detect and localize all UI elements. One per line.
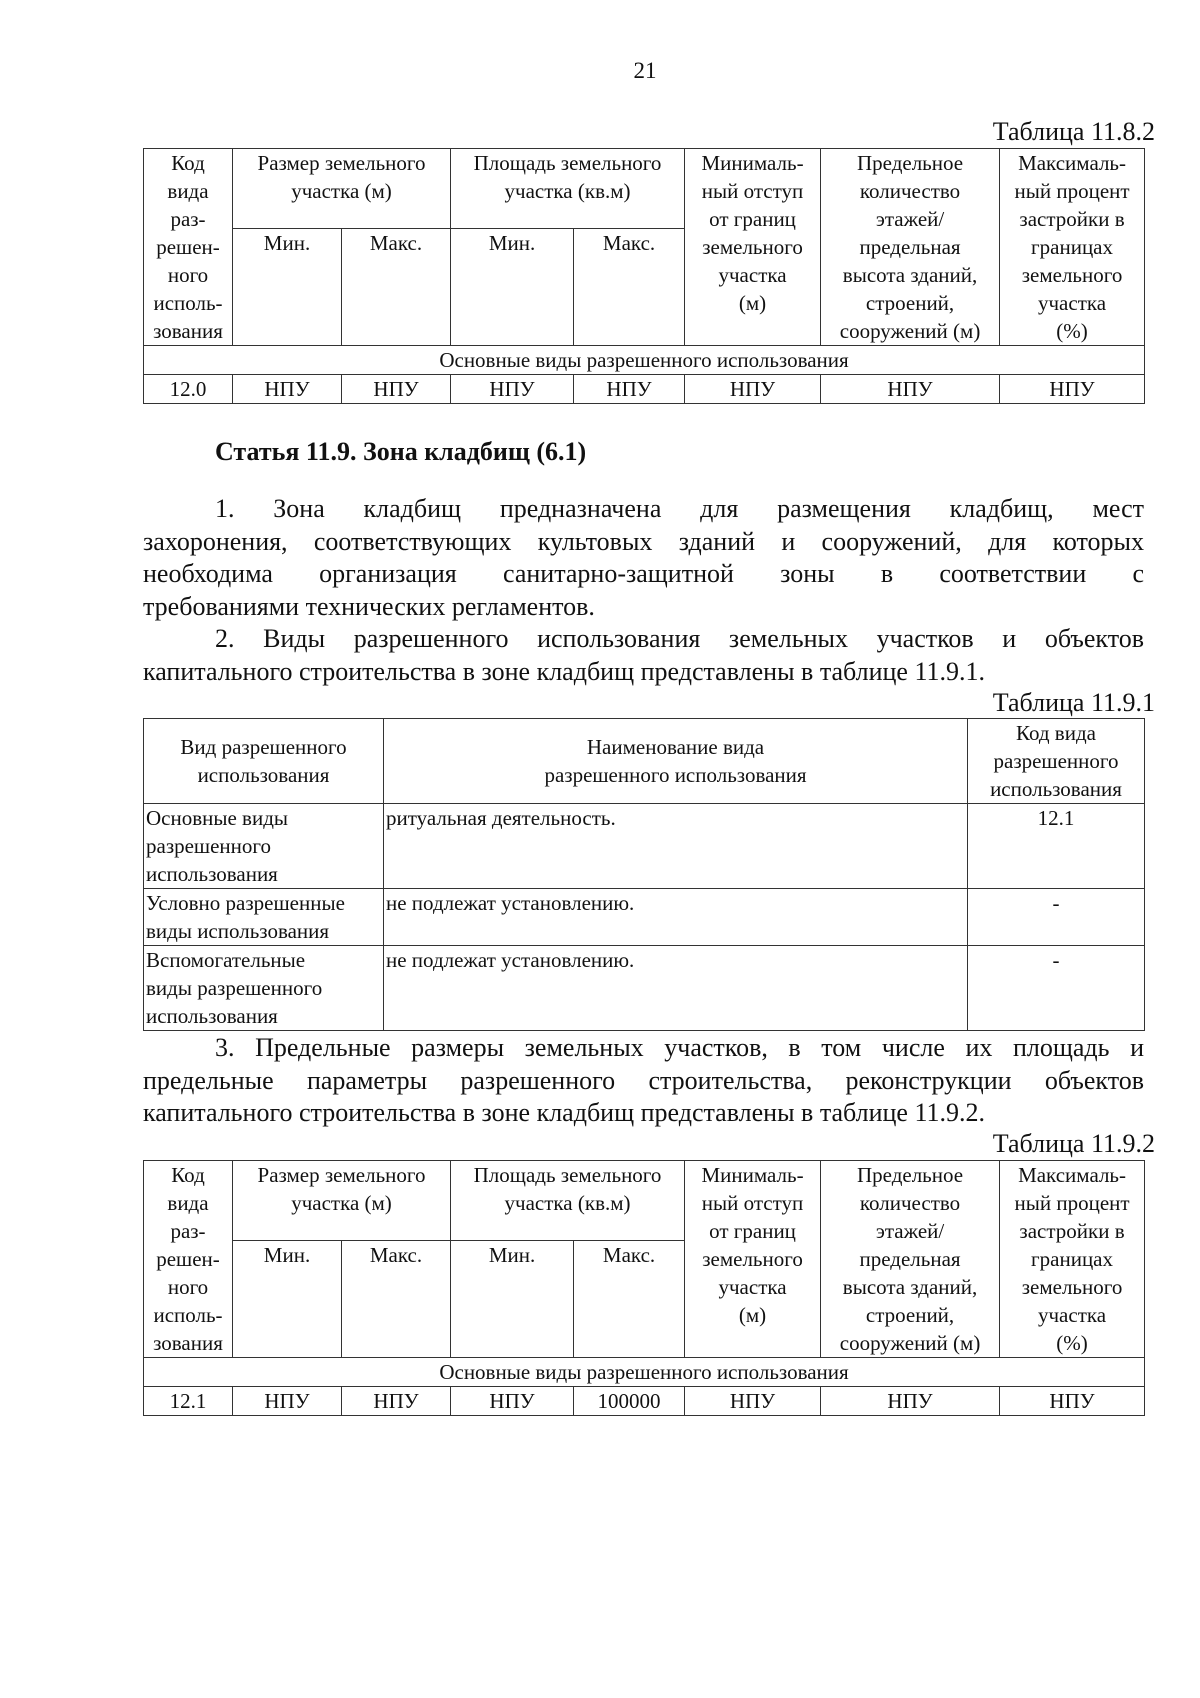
header-floors-line: количество	[859, 179, 961, 203]
cell-kind-line: виды разрешенного	[146, 976, 323, 1000]
header-name-line: разрешенного использования	[544, 763, 807, 787]
header-code-line: ного	[167, 1275, 209, 1299]
header-area-min: Мин.	[451, 1241, 574, 1358]
header-setback-line: ный отступ	[701, 179, 804, 203]
table-row	[144, 889, 1145, 946]
paragraph-3	[143, 1032, 1144, 1130]
header-setback-line: земельного	[702, 235, 803, 259]
header-name-line: Наименование вида	[586, 735, 765, 759]
header-floors-line: строений,	[865, 291, 955, 315]
cell-size-max: НПУ	[342, 1387, 451, 1416]
header-setback-line: земельного	[702, 1247, 803, 1271]
header-floors-line: строений,	[865, 1303, 955, 1327]
cell-kind-line: Основные виды	[146, 806, 289, 830]
header-floors-line: Предельное	[856, 1163, 964, 1187]
paragraph-line: капитального строительства в зоне кладбищ представлены в таблице 11.9.1.	[143, 656, 985, 686]
cell-kind-line: использования	[146, 862, 278, 886]
table-row	[144, 946, 1145, 1031]
header-code-line: решен-	[156, 1247, 220, 1271]
table-11-9-1	[143, 718, 1145, 1031]
table-11-9-2	[143, 1160, 1145, 1416]
header-coverage-line: участка	[1037, 291, 1107, 315]
header-kind-line: использования	[197, 763, 330, 787]
header-floors-line: сооружений (м)	[839, 319, 981, 343]
header-code-line: Код вида	[1016, 721, 1096, 745]
paragraph-line: предельные параметры разрешенного строительства, реконструкции объектов	[143, 1065, 1144, 1095]
cell-area-min: НПУ	[451, 375, 574, 404]
header-size-line: Размер земельного	[257, 151, 426, 175]
header-floors-line: этажей/	[875, 1219, 945, 1243]
cell-size-max: НПУ	[342, 375, 451, 404]
header-setback-line: (м)	[738, 291, 767, 315]
cell-area-max: 100000	[574, 1387, 685, 1416]
header-size-min: Мин.	[233, 1241, 342, 1358]
header-size-max: Макс.	[342, 229, 451, 346]
header-floors-line: высота зданий,	[842, 1275, 978, 1299]
cell-setback: НПУ	[685, 375, 821, 404]
table-row	[144, 1387, 1145, 1416]
header-coverage-line: земельного	[1021, 1275, 1123, 1299]
paragraph-1	[143, 493, 1144, 623]
cell-area-max: НПУ	[574, 375, 685, 404]
header-area-line: Площадь земельного	[473, 1163, 662, 1187]
cell-name: не подлежат установлению.	[384, 889, 968, 946]
header-setback-line: Минималь-	[701, 1163, 804, 1187]
page-number: 21	[633, 58, 657, 83]
paragraph-line: захоронения, соответствующих культовых зданий и сооружений, для которых	[143, 526, 1144, 556]
header-setback-line: от границ	[709, 207, 796, 231]
table-caption-11-9-1: Таблица 11.9.1	[992, 688, 1155, 717]
header-coverage-line: ный процент	[1014, 179, 1130, 203]
cell-area-min: НПУ	[451, 1387, 574, 1416]
cell-code: -	[968, 946, 1145, 1031]
header-size-line: Размер земельного	[257, 1163, 426, 1187]
cell-kind-line: разрешенного	[146, 834, 271, 858]
header-coverage-line: Максималь-	[1018, 151, 1126, 175]
header-floors	[821, 149, 1000, 346]
header-code-line: исполь-	[153, 291, 223, 315]
header-coverage-line: (%)	[1056, 1331, 1088, 1355]
header-area-line: участка (кв.м)	[504, 1191, 631, 1215]
cell-floors: НПУ	[821, 1387, 1000, 1416]
header-floors-line: Предельное	[856, 151, 964, 175]
header-setback	[685, 149, 821, 346]
cell-code: 12.0	[144, 375, 233, 404]
header-code-line: разрешенного	[993, 749, 1119, 773]
cell-code: 12.1	[144, 1387, 233, 1416]
section-row: Основные виды разрешенного использования	[144, 1358, 1145, 1387]
article-heading: Статья 11.9. Зона кладбищ (6.1)	[215, 437, 587, 466]
paragraph-line: требованиями технических регламентов.	[143, 591, 595, 621]
header-code	[144, 1161, 233, 1358]
header-code-line: вида	[167, 179, 209, 203]
header-code	[144, 149, 233, 346]
cell-code: -	[968, 889, 1145, 946]
header-setback-line: участка	[718, 1275, 787, 1299]
cell-setback: НПУ	[685, 1387, 821, 1416]
cell-kind-line: Вспомогательные	[146, 948, 306, 972]
header-area-line: Площадь земельного	[473, 151, 662, 175]
paragraph-line: 1. Зона кладбищ предназначена для размещения кладбищ, мест	[215, 494, 1144, 523]
table-row	[144, 804, 1145, 889]
header-coverage-line: участка	[1037, 1303, 1107, 1327]
header-coverage-line: ный процент	[1014, 1191, 1130, 1215]
header-floors-line: предельная	[859, 1247, 961, 1271]
header-floors-line: высота зданий,	[842, 263, 978, 287]
header-code-line: раз-	[170, 207, 206, 231]
header-code-line: решен-	[156, 235, 220, 259]
header-code-line: Код	[171, 1163, 205, 1187]
header-coverage-line: земельного	[1021, 263, 1123, 287]
header-area-group	[451, 149, 685, 229]
header-code-line: исполь-	[153, 1303, 223, 1327]
header-coverage-line: застройки в	[1019, 207, 1125, 231]
header-area-group	[451, 1161, 685, 1241]
header-size-min: Мин.	[233, 229, 342, 346]
paragraph-line: 3. Предельные размеры земельных участков, в том числе их площадь и	[215, 1033, 1144, 1062]
paragraph-line: 2. Виды разрешенного использования земельных участков и объектов	[215, 624, 1144, 653]
table-caption-11-8-2: Таблица 11.8.2	[992, 117, 1155, 146]
cell-coverage: НПУ	[1000, 1387, 1145, 1416]
header-code-line: ного	[167, 263, 209, 287]
cell-floors: НПУ	[821, 375, 1000, 404]
header-floors-line: предельная	[859, 235, 961, 259]
cell-kind-line: виды использования	[146, 919, 330, 943]
table-11-8-2	[143, 148, 1145, 404]
header-code-line: Код	[171, 151, 205, 175]
header-setback-line: ный отступ	[701, 1191, 804, 1215]
header-coverage-line: застройки в	[1019, 1219, 1125, 1243]
header-area-min: Мин.	[451, 229, 574, 346]
header-kind	[144, 719, 384, 804]
cell-coverage: НПУ	[1000, 375, 1145, 404]
header-setback-line: (м)	[738, 1303, 767, 1327]
header-code-line: зования	[153, 1331, 223, 1355]
header-size-max: Макс.	[342, 1241, 451, 1358]
cell-name: ритуальная деятельность.	[384, 804, 968, 889]
header-size-line: участка (м)	[291, 1191, 392, 1215]
header-code-line: использования	[990, 777, 1122, 801]
table-row	[144, 375, 1145, 404]
cell-kind	[144, 889, 384, 946]
header-coverage-line: (%)	[1056, 319, 1088, 343]
header-name	[384, 719, 968, 804]
header-kind-line: Вид разрешенного	[180, 735, 347, 759]
paragraph-line: необходима организация санитарно-защитной зоны в соответствии с	[143, 559, 1144, 588]
header-floors-line: количество	[859, 1191, 961, 1215]
cell-kind-line: Условно разрешенные	[146, 891, 345, 915]
header-floors	[821, 1161, 1000, 1358]
header-code-line: раз-	[170, 1219, 206, 1243]
header-area-line: участка (кв.м)	[504, 179, 631, 203]
header-coverage	[1000, 149, 1145, 346]
header-floors-line: сооружений (м)	[839, 1331, 981, 1355]
header-floors-line: этажей/	[875, 207, 945, 231]
header-setback-line: от границ	[709, 1219, 796, 1243]
cell-size-min: НПУ	[233, 375, 342, 404]
header-coverage-line: Максималь-	[1018, 1163, 1126, 1187]
section-row: Основные виды разрешенного использования	[144, 346, 1145, 375]
header-coverage	[1000, 1161, 1145, 1358]
header-coverage-line: границах	[1031, 235, 1114, 259]
header-code-line: вида	[167, 1191, 209, 1215]
header-size-line: участка (м)	[291, 179, 392, 203]
cell-name: не подлежат установлению.	[384, 946, 968, 1031]
header-code	[968, 719, 1145, 804]
header-size-group	[233, 1161, 451, 1241]
table-caption-11-9-2: Таблица 11.9.2	[992, 1129, 1155, 1158]
cell-code: 12.1	[968, 804, 1145, 889]
header-setback-line: Минималь-	[701, 151, 804, 175]
cell-size-min: НПУ	[233, 1387, 342, 1416]
paragraph-2	[143, 623, 1144, 688]
header-code-line: зования	[153, 319, 223, 343]
paragraph-line: капитального строительства в зоне кладбищ представлены в таблице 11.9.2.	[143, 1098, 985, 1127]
header-area-max: Макс.	[574, 229, 685, 346]
header-setback-line: участка	[718, 263, 787, 287]
header-coverage-line: границах	[1031, 1247, 1114, 1271]
header-area-max: Макс.	[574, 1241, 685, 1358]
cell-kind	[144, 804, 384, 889]
cell-kind-line: использования	[146, 1004, 278, 1028]
header-size-group	[233, 149, 451, 229]
cell-kind	[144, 946, 384, 1031]
header-setback	[685, 1161, 821, 1358]
